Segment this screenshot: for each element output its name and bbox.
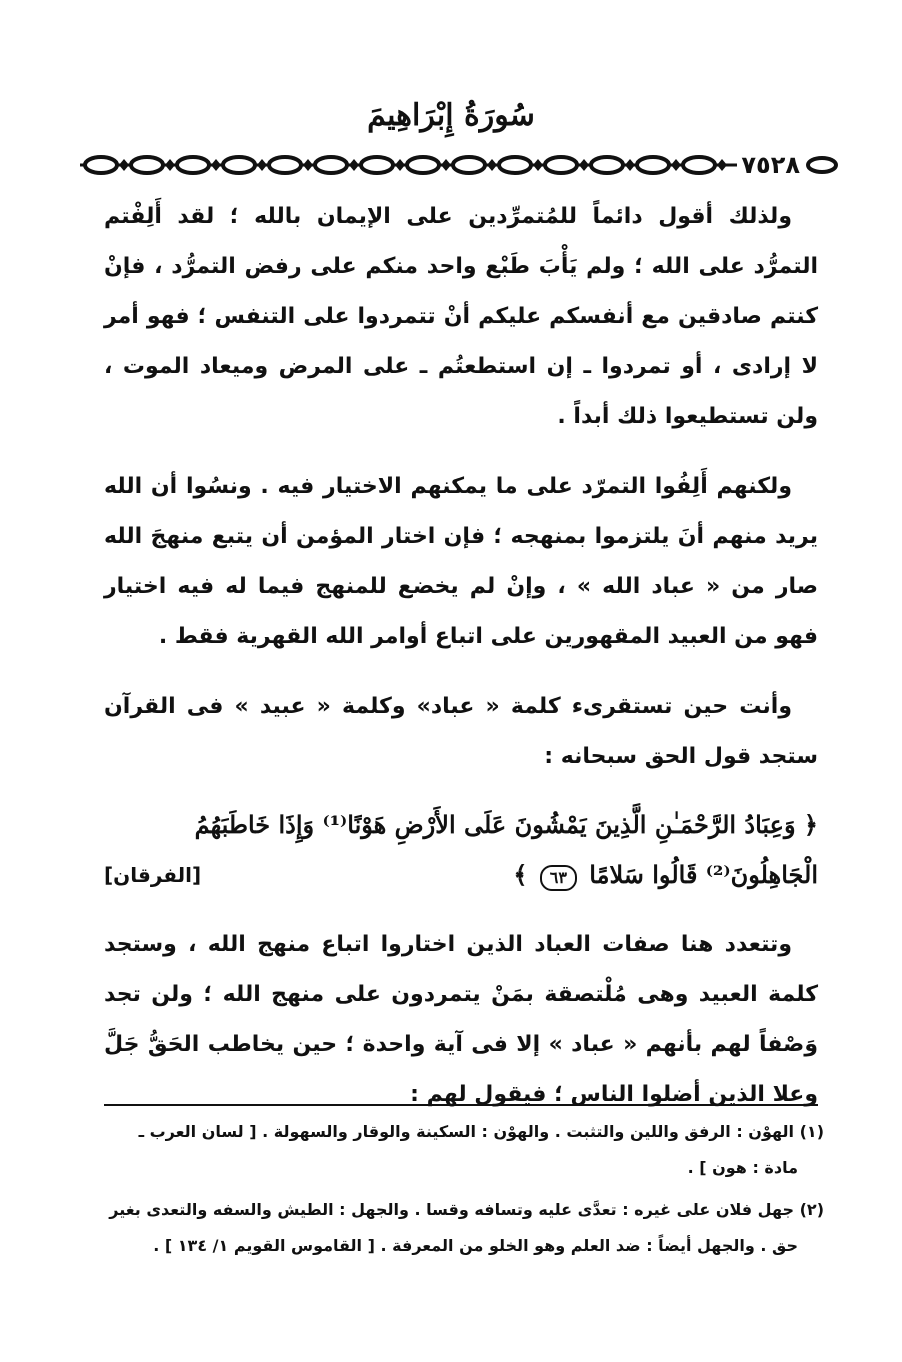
ornament-oval [177, 157, 209, 173]
ornament-diamond [395, 159, 405, 171]
ornament-diamond [303, 159, 313, 171]
ornament-diamond [441, 159, 451, 171]
ornament-diamond [349, 159, 359, 171]
footnote-2-line-2: حق . والجهل أيضاً : ضد العلم وهو الخلو من المعرفة . [ القاموس القويم ١/ ١٣٤ ] . [153, 1236, 798, 1255]
footnote-1 [104, 1114, 824, 1186]
ornament-diamond [579, 159, 589, 171]
footnote-1-line-1: (١) الهوْن : الرفق واللين والتثبت . والهوْن : السكينة والوقار والسهولة . [ لسان العرب ـ [138, 1122, 824, 1141]
ornament-oval [453, 157, 485, 173]
ornament-oval [637, 157, 669, 173]
ornament-oval [683, 157, 715, 173]
ornament-diamond [165, 159, 175, 171]
footnote-2 [104, 1192, 824, 1264]
ornament-diamond [625, 159, 635, 171]
page-number: ٧٥٢٨ [737, 148, 804, 182]
ornament-oval [269, 157, 301, 173]
paragraph-3: وأنت حين تستقرىء كلمة « عباد» وكلمة « عبيد » فى القرآن ستجد قول الحق سبحانه : [104, 694, 818, 769]
ornament-diamond [119, 159, 129, 171]
ornament-diamond [257, 159, 267, 171]
ornament-oval [223, 157, 255, 173]
paragraph-1: ولذلك أقول دائماً للمُتمرِّدين على الإيمان بالله ؛ لقد أَلِفْتم التمرُّد على الله ؛ ولم يَأْبَ طَبْع واحد منكم على رفض التمرُّد ، فإنْ كنتم صادقين مع أنفسكم عليكم أنْ تتمردوا على التنفس ؛ فهو أمر لا إرادى ، أو تمردوا ـ إن استطعتُم ـ على المرض وميعاد الموت ، ولن تستطيعوا ذلك أبداً . [104, 204, 818, 429]
ornament-diamond [211, 159, 221, 171]
ornamental-border [80, 151, 840, 179]
ornament-oval [407, 157, 439, 173]
ornament-diamond [671, 159, 681, 171]
ornament-oval [315, 157, 347, 173]
quran-verse [104, 800, 818, 900]
ornament-end-oval [808, 158, 836, 172]
paragraph-4: وتتعدد هنا صفات العباد الذين اختاروا اتباع منهج الله ، وستجد كلمة العبيد وهى مُلْتصقة بمَنْ يتمردون على منهج الله ؛ ولن تجد وَصْفاً لهم بأنهم « عباد » إلا فى آية واحدة ؛ حين يخاطب الحَقُّ جَلَّ وعلا الذين أضلوا الناس ؛ فيقول لهم : [104, 932, 818, 1107]
ornament-oval [131, 157, 163, 173]
surah-title: سُورَةُ إِبْرَاهِيمَ [367, 98, 535, 133]
ornament-diamond [487, 159, 497, 171]
verse-closing-bracket: ﴾ [513, 860, 528, 889]
ornament-oval [361, 157, 393, 173]
verse-line-1: ﴿ وَعِبَادُ الرَّحْمَـٰنِ الَّذِينَ يَمْشُونَ عَلَى الأَرْضِ هَوْنًا⁽¹⁾ وَإِذَا خَاطَبَهُمُ [194, 810, 818, 839]
ornament-diamond [533, 159, 543, 171]
ornament-oval [545, 157, 577, 173]
ornament-oval [591, 157, 623, 173]
verse-line-2 [104, 850, 818, 900]
main-text [104, 192, 818, 1120]
footnotes [104, 1114, 824, 1270]
verse-line-2-text: الْجَاهِلُونَ⁽²⁾ قَالُوا سَلامًا [589, 860, 818, 889]
ornament-oval [499, 157, 531, 173]
ayah-number-marker: ٦٣ [540, 865, 577, 891]
footnote-2-line-1: (٢) جهل فلان على غيره : تعدَّى عليه وتسافه وقسا . والجهل : الطيش والسفه والتعدى بغير [109, 1200, 824, 1219]
ornament-oval [85, 157, 117, 173]
paragraph-2: ولكنهم أَلِفُوا التمرّد على ما يمكنهم الاختيار فيه . ونسُوا أن الله يريد منهم أنَ يلتزموا بمنهجه ؛ فإن اختار المؤمن أن يتبع منهجَ الله صار من « عباد الله » ، وإنْ لم يخضع للمنهج فيما له فيه اختيار فهو من العبيد المقهورين على اتباع أوامر الله القهرية فقط . [104, 474, 818, 649]
ornament-chain [80, 151, 840, 179]
verse-reference: [الفرقان] [104, 863, 202, 887]
footnote-divider [104, 1104, 818, 1106]
ornament-diamond [717, 159, 727, 171]
footnote-1-line-2: مادة : هون ] . [687, 1158, 798, 1177]
